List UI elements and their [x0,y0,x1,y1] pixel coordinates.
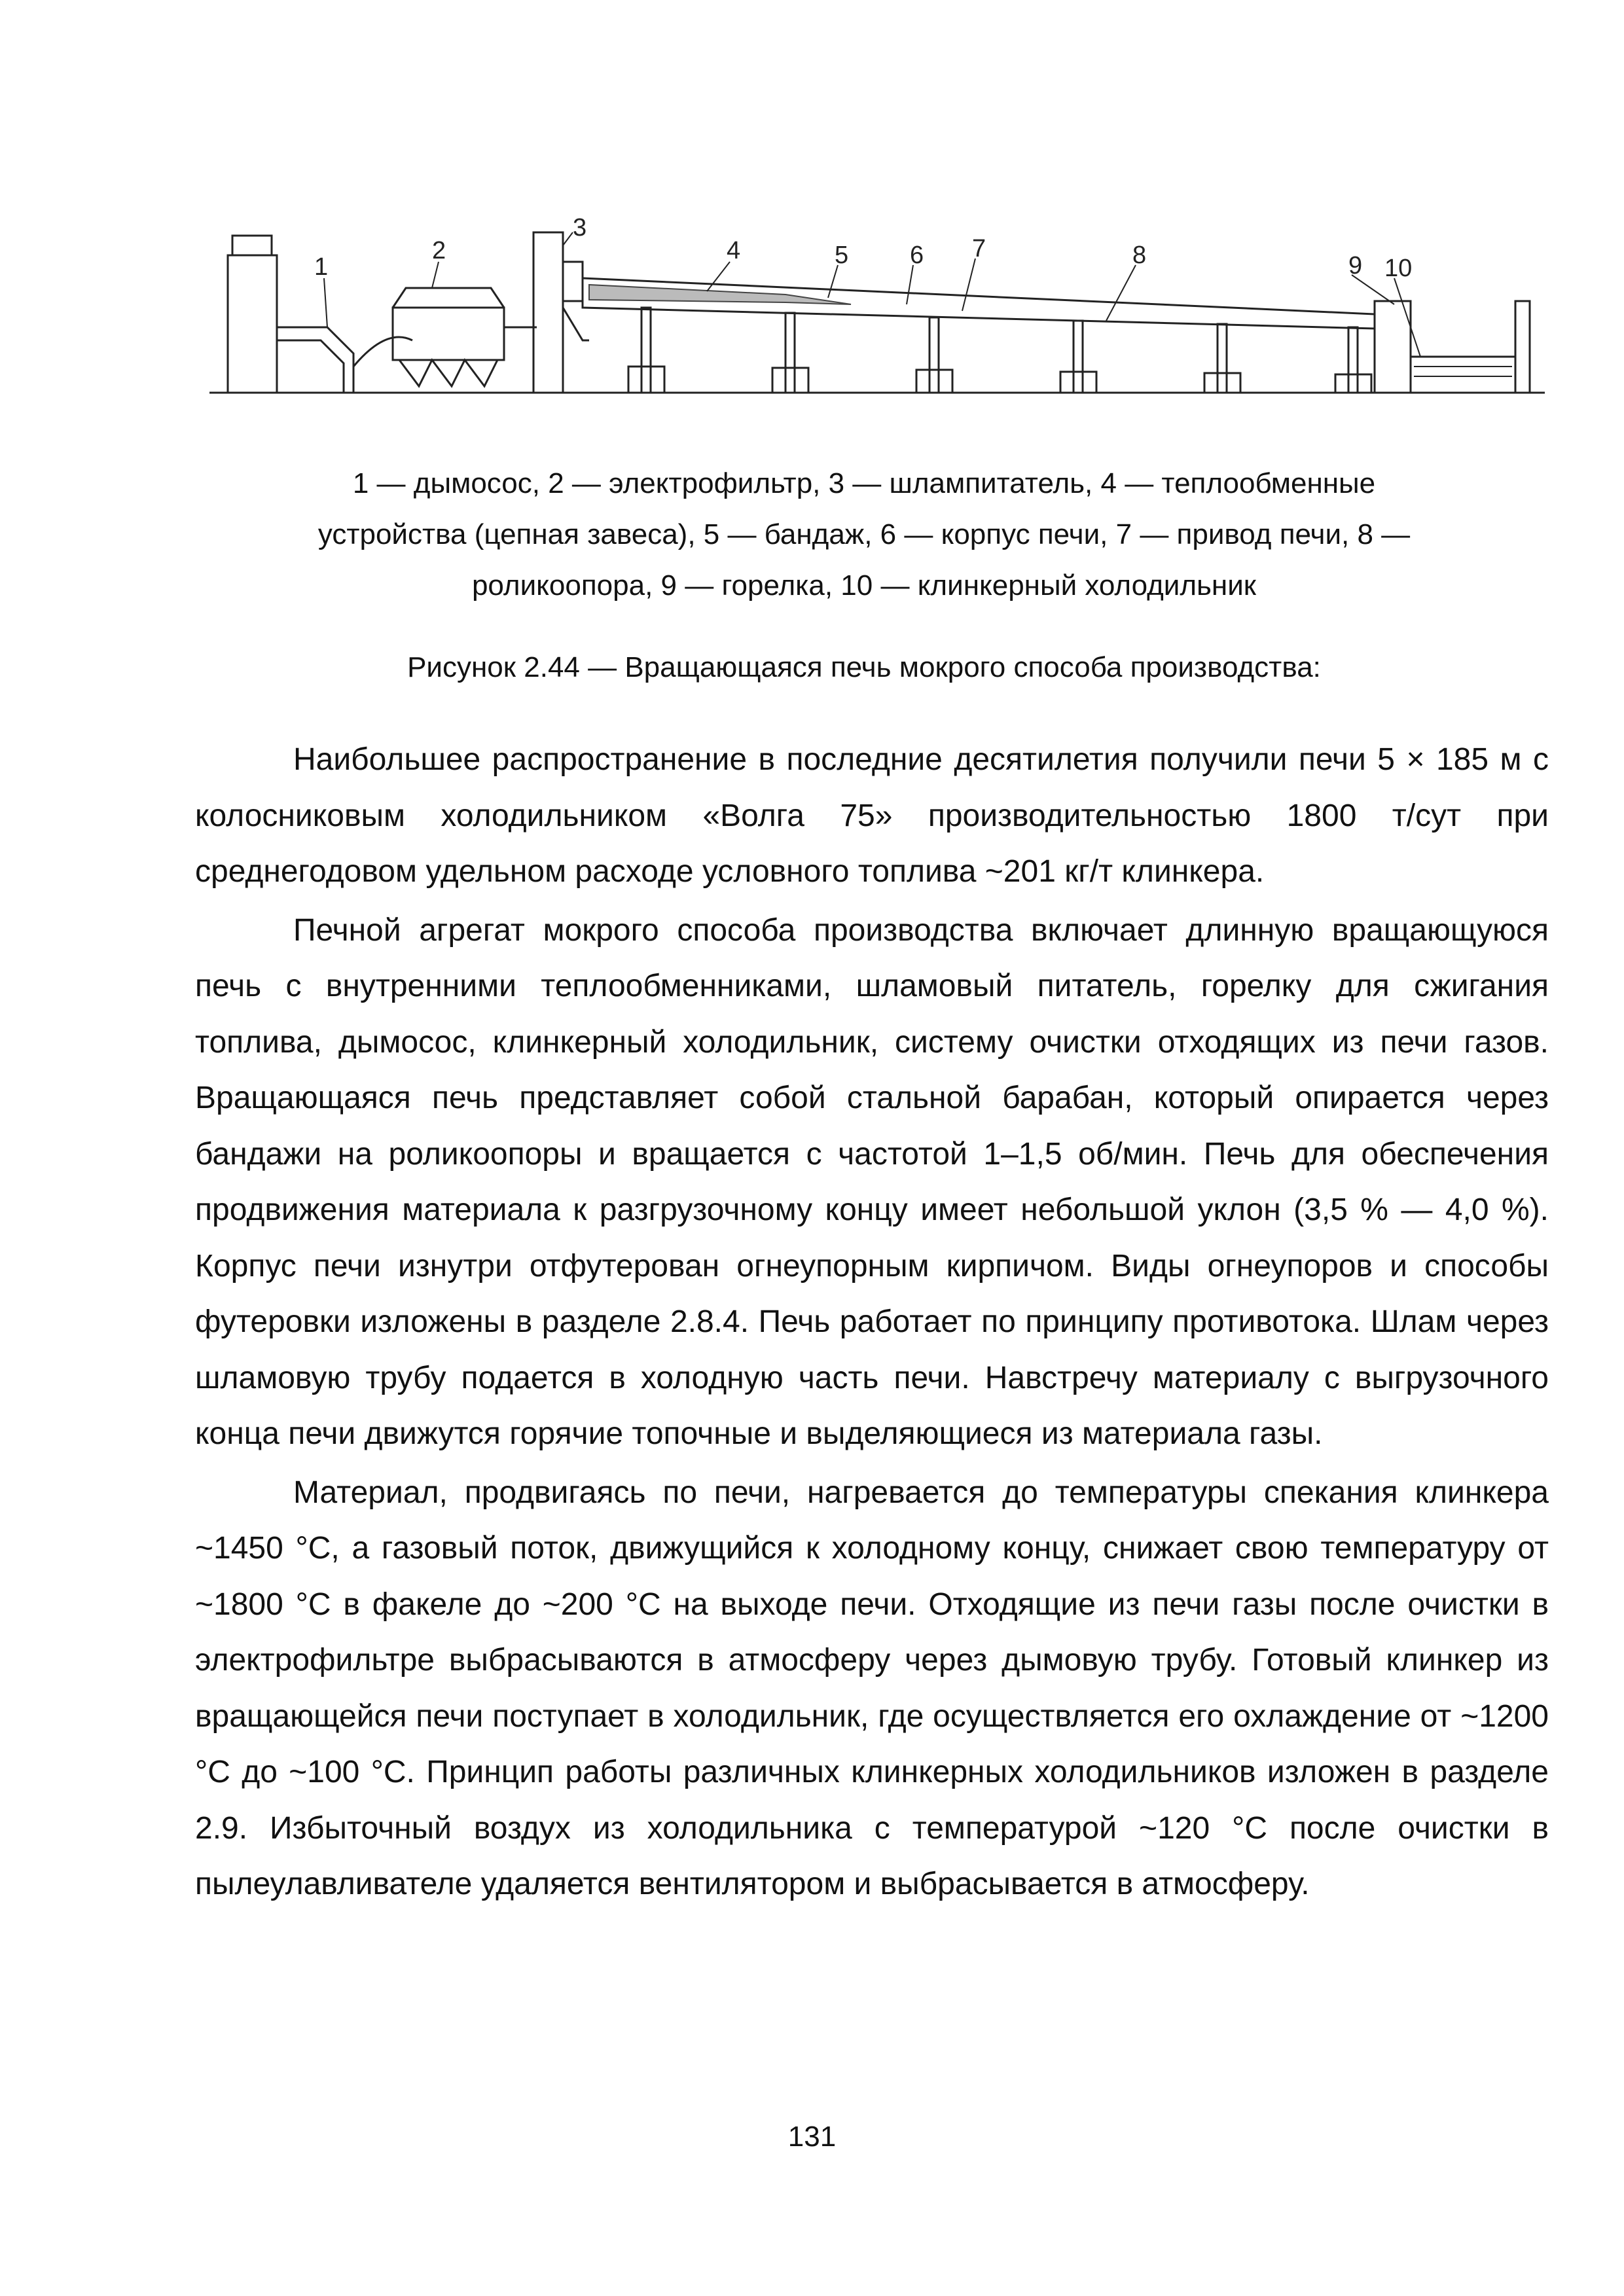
roller-supports [641,308,1358,393]
callout-10: 10 [1384,255,1413,282]
callout-9: 9 [1348,252,1363,279]
exhauster-duct-2 [277,340,344,393]
callout-6: 6 [910,242,924,269]
electrofilter-roof [393,288,504,308]
callout-8: 8 [1132,242,1147,269]
chimney-cap [232,236,272,255]
foundations [628,367,1371,393]
legend-line: 1 — дымосос, 2 — электрофильтр, 3 — шлампитатель, 4 — теплообменные [352,467,1376,499]
callout-4: 4 [727,237,741,264]
paragraph: Печной агрегат мокрого способа производства включает длинную вращающуюся печь с внутренними теплообменниками, шламовый питатель, горелку для сжигания топлива, дымосос, клинкерный холодильник, систему очистки отходящих из печи газов. Вращающаяся печь представляет собой стальной барабан, который опирается через бандажи на роликоопоры и вращается с частотой 1–1,5 об/мин. Печь для обеспечения продвижения материала к разгрузочному концу имеет небольшой уклон (3,5 % — 4,0 %). Корпус печи изнутри отфутерован огнеупорным кирпичом. Виды огнеупоров и способы футеровки изложены в разделе 2.8.4. Печь работает по принципу противотока. Шлам через шламовую трубу подается в холодную часть печи. Навстречу материалу с выгрузочного конца печи движутся горячие топочные и выделяющиеся из материала газы. [195,912,1549,1451]
paragraph: Материал, продвигаясь по печи, нагревается до температуры спекания клинкера ~1450 °С, а газовый поток, движущийся к холодному концу, снижает свою температуру от ~1800 °С в факеле до ~200 °С на выходе печи. Отходящие из печи газы после очистки в электрофильтре выбрасываются в атмосферу через дымовую трубу. Готовый клинкер из вращающейся печи поступает в холодильник, где осуществляется его охлаждение от ~1200 °С до ~100 °С. Принцип работы различных клинкерных холодильников изложен в разделе 2.9. Избыточный воздух из холодильника с температурой ~120 °С после очистки в пылеулавливателе удаляется вентилятором и выбрасывается в атмосферу. [195,1475,1549,1901]
page-number: 131 [787,2121,837,2153]
kiln-shell [583,278,1375,329]
legend-line: устройства (цепная завеса), 5 — бандаж, 6 — корпус печи, 7 — привод печи, 8 — [317,518,1411,550]
legend-line: роликоопора, 9 — горелка, 10 — клинкерный холодильник [471,569,1257,601]
cooler-stack [1515,301,1530,393]
electrofilter [393,308,504,360]
paragraph: Наибольшее распространение в последние десятилетия получили печи 5 × 185 м с колосниковым холодильником «Волга 75» производительностью 1800 т/сут при среднегодовом удельном расходе условного топлива ~201 кг/т клинкера. [195,742,1549,889]
duct-to-filter [353,337,412,367]
figure-caption: Рисунок 2.44 — Вращающаяся печь мокрого способа производства: [407,651,1321,683]
clinker-cooler [1411,357,1515,393]
feeder-box [563,262,583,301]
electrofilter-hoppers [399,360,497,386]
chimney [228,255,277,393]
slurry-feeder-tower [533,232,563,393]
callout-7: 7 [972,235,986,262]
callout-3: 3 [573,216,587,242]
body-text [195,732,1549,1915]
callout-1: 1 [314,253,329,281]
figure-legend [216,458,1512,611]
callout-2: 2 [432,237,446,264]
callout-5: 5 [835,242,849,269]
kiln-diagram [196,216,1558,412]
rotary-kiln-drawing [196,216,1558,412]
exhauster-duct [277,327,353,393]
burner-hood [1375,301,1411,393]
